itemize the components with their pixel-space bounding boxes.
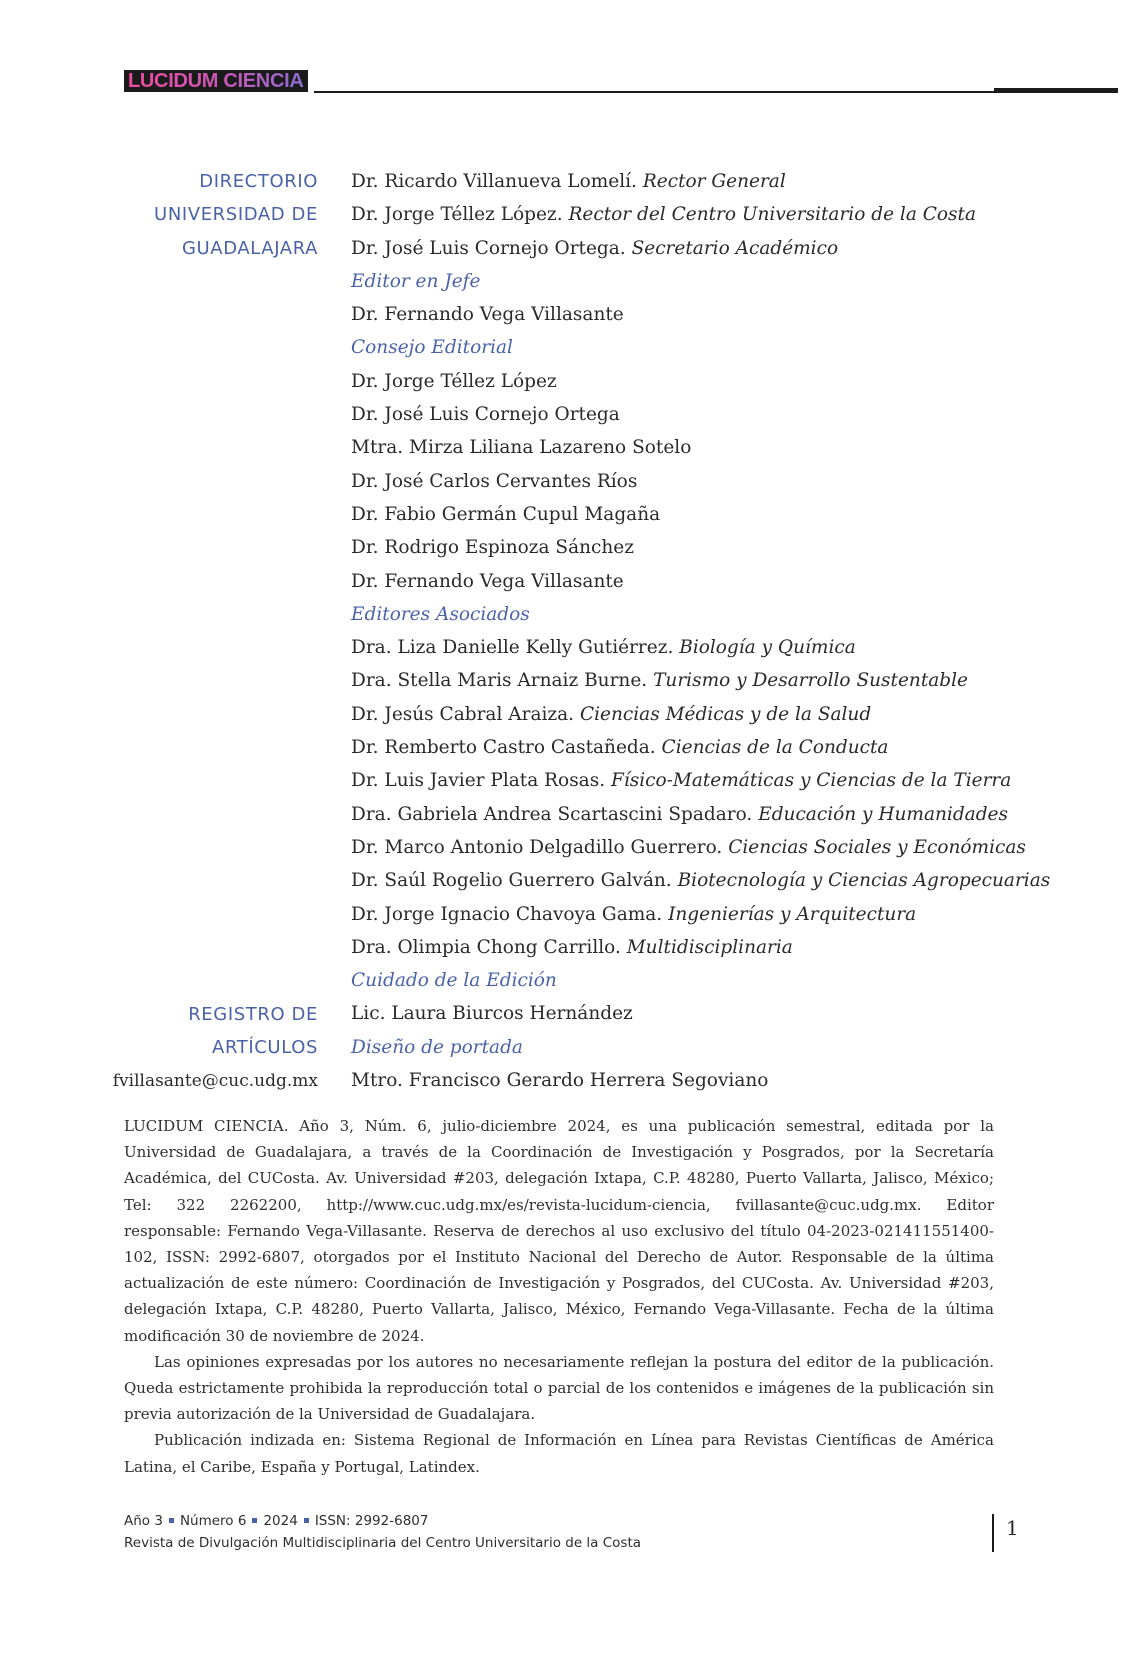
directory-entry [351,365,1071,398]
person-role: Ciencias Médicas y de la Salud [579,703,872,725]
left-label-line: GUADALAJARA [181,237,318,259]
directory-entry [351,232,1071,265]
footer-year: Año 3 [124,1513,163,1529]
section-heading [351,964,1071,997]
left-label-line: ARTÍCULOS [212,1037,318,1059]
directory-list [351,165,1071,1097]
person-name: Dr. Marco Antonio Delgadillo Guerrero. [351,836,723,858]
footer-date: 2024 [263,1513,298,1529]
section-heading [351,331,1071,364]
page-footer [124,1510,641,1554]
person-name: Dr. Ricardo Villanueva Lomelí. [351,171,637,192]
page-number-bar [992,1514,994,1552]
contact-email[interactable]: fvillasante@cuc.udg.mx [112,1070,318,1091]
person-role: Ciencias de la Conducta [661,737,889,759]
page-number: 1 [1006,1516,1019,1540]
directory-entry [351,831,1071,864]
legal-paragraph: Las opiniones expresadas por los autores no necesariamente reflejan la postura del editor de la publicación. Queda estrictamente prohibida la reproducción total o parcial de los contenidos e imágenes de la publicación sin previa autorización de la Universidad de Guadalajara. [124,1352,994,1424]
directorio-label [100,165,318,265]
section-heading-text: Editor en Jefe [351,270,481,292]
directory-entry [351,531,1071,564]
footer-issn: ISSN: 2992-6807 [314,1513,429,1529]
person-name: Dr. Luis Javier Plata Rosas. [351,770,606,792]
person-name: Dr. Fabio Germán Cupul Magaña [351,503,661,525]
directory-entry [351,997,1071,1030]
section-heading-text: Editores Asociados [351,603,530,625]
logo-text: LUCIDUM CIENCIA [128,70,304,92]
person-role: Ciencias Sociales y Económicas [728,836,1026,858]
person-name: Dr. Saúl Rogelio Guerrero Galván. [351,870,672,892]
directory-entry [351,465,1071,498]
legal-paragraph: LUCIDUM CIENCIA. Año 3, Núm. 6, julio-diciembre 2024, es una publicación semestral, editada por la Universidad de Guadalajara, a través de la Coordinación de Investigación y Posgrados, por la Secretaría Académica, del CUCosta. Av. Universidad #203, delegación Ixtapa, C.P. 48280, Puerto Vallarta, Jalisco, México; Tel: 322 2262200, http://www.cuc.udg.mx/es/revista-lucidum-ciencia, fvillasante@cuc.udg.mx. Editor responsable: Fernando Vega-Villasante. Reserva de derechos al uso exclusivo del título 04-2023-021411551400-102, ISSN: 2992-6807, otorgados por el Instituto Nacional del Derecho de Autor. Responsable de la última actualización de este número: Coordinación de Investigación y Posgrados, del CUCosta. Av. Universidad #203, delegación Ixtapa, C.P. 48280, Puerto Vallarta, Jalisco, México, Fernando Vega-Villasante. Fecha de la última modificación 30 de noviembre de 2024. [124,1117,994,1345]
left-label-line: UNIVERSIDAD DE [154,204,318,226]
person-role: Educación y Humanidades [758,803,1008,825]
page-header [124,70,1118,92]
directory-entry [351,898,1071,931]
directory-entry [351,565,1071,598]
person-role: Ingenierías y Arquitectura [668,903,917,925]
person-name: Dr. José Luis Cornejo Ortega [351,404,620,426]
person-name: Dr. Jesús Cabral Araiza. [351,703,575,725]
person-name: Lic. Laura Biurcos Hernández [351,1003,633,1025]
directory-entry [351,798,1071,831]
person-role: Físico-Matemáticas y Ciencias de la Tierra [610,770,1012,792]
person-name: Dr. Fernando Vega Villasante [351,304,624,326]
legal-paragraph: Publicación indizada en: Sistema Regional de Información en Línea para Revistas Científicas de América Latina, el Caribe, España y Portugal, Latindex. [124,1431,994,1476]
footer-subtitle: Revista de Divulgación Multidisciplinaria del Centro Universitario de la Costa [124,1535,642,1551]
person-name: Dra. Liza Danielle Kelly Gutiérrez. [351,637,674,659]
person-name: Mtra. Mirza Liliana Lazareno Sotelo [351,437,692,459]
person-name: Dra. Gabriela Andrea Scartascini Spadaro. [351,803,753,825]
directory-entry [351,731,1071,764]
section-heading-text: Consejo Editorial [351,337,513,359]
section-heading-text: Cuidado de la Edición [351,970,557,992]
legal-notice [124,1113,994,1480]
person-name: Dr. Jorge Téllez López. [351,204,563,226]
person-name: Dr. José Luis Cornejo Ortega. [351,237,626,259]
footer-number: Número 6 [179,1513,247,1529]
journal-logo [124,70,308,92]
directory-entry [351,1064,1071,1097]
section-heading-text: Diseño de portada [351,1036,523,1058]
directory-entry [351,431,1071,464]
section-heading [351,1031,1071,1064]
person-name: Dr. Rodrigo Espinoza Sánchez [351,537,634,559]
directory-entry [351,198,1071,231]
person-role: Biotecnología y Ciencias Agropecuarias [677,870,1051,892]
separator-square-icon [252,1518,257,1523]
section-heading [351,598,1071,631]
directory-entry [351,165,1071,198]
directory-entry [351,664,1071,697]
registro-label [100,998,318,1098]
person-role: Secretario Académico [631,237,839,259]
separator-square-icon [304,1518,309,1523]
person-role: Turismo y Desarrollo Sustentable [653,670,968,692]
person-name: Dra. Stella Maris Arnaiz Burne. [351,670,648,692]
directory-entry [351,931,1071,964]
directory-entry [351,698,1071,731]
directory-entry [351,764,1071,797]
person-name: Dra. Olimpia Chong Carrillo. [351,936,621,958]
person-role: Multidisciplinaria [626,936,793,958]
directory-entry [351,631,1071,664]
separator-square-icon [169,1518,174,1523]
person-name: Mtro. Francisco Gerardo Herrera Segoviano [351,1070,769,1092]
person-name: Dr. Remberto Castro Castañeda. [351,737,656,759]
directory-entry [351,864,1071,897]
person-role: Biología y Química [679,637,856,659]
person-role: Rector General [642,171,786,192]
person-role: Rector del Centro Universitario de la Costa [568,204,976,226]
left-label-line: REGISTRO DE [188,1004,318,1025]
issue-info [124,1510,641,1532]
person-name: Dr. José Carlos Cervantes Ríos [351,470,638,492]
directory-entry [351,298,1071,331]
directory-entry [351,498,1071,531]
person-name: Dr. Fernando Vega Villasante [351,570,624,592]
person-name: Dr. Jorge Téllez López [351,370,557,392]
person-name: Dr. Jorge Ignacio Chavoya Gama. [351,903,663,925]
section-heading [351,265,1071,298]
left-label-line: DIRECTORIO [199,171,318,192]
directory-entry [351,398,1071,431]
header-rule-accent [994,88,1118,92]
